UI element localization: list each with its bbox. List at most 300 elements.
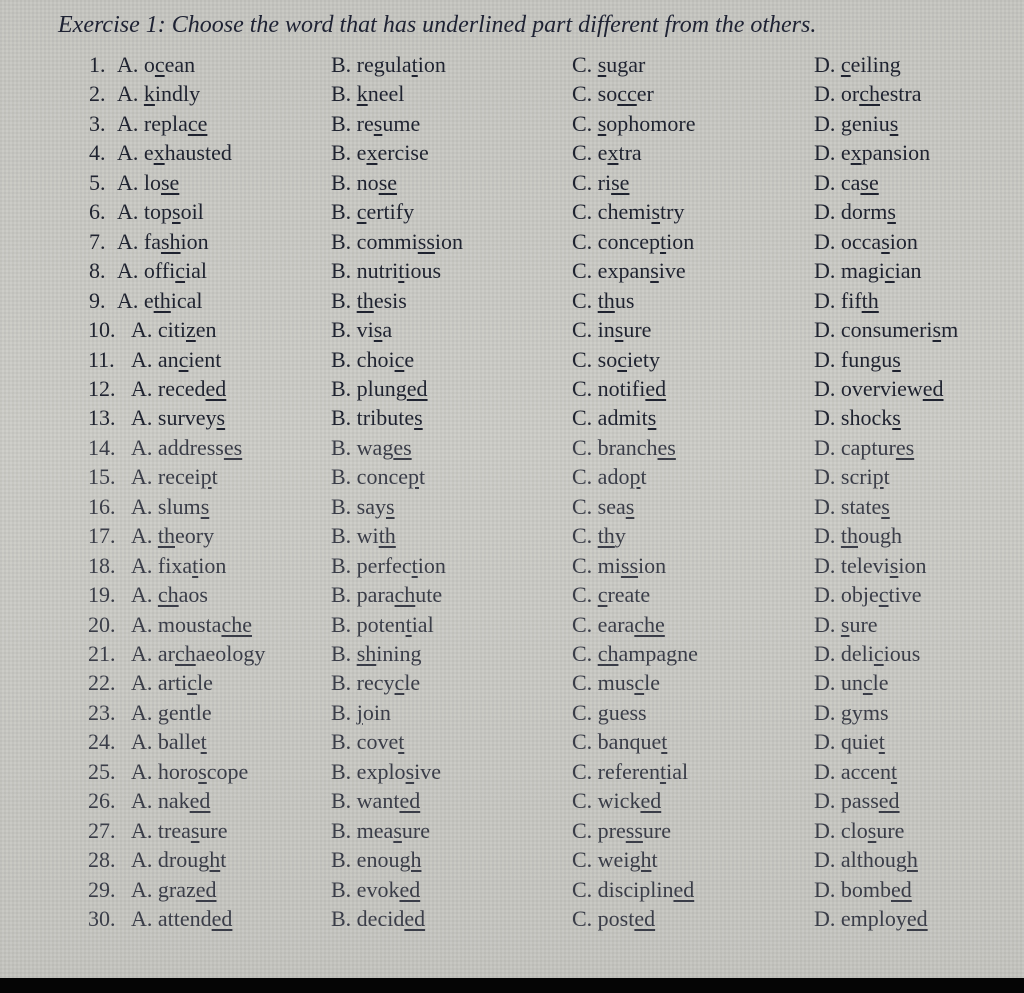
- option-text: D. occa: [814, 228, 882, 254]
- underlined-part: ed: [673, 876, 695, 902]
- option-text: ough: [858, 523, 903, 549]
- underlined-part: gh: [198, 847, 221, 873]
- option-text: C. sea: [572, 493, 626, 519]
- option-b: [331, 258, 441, 284]
- underlined-part: t: [659, 228, 667, 254]
- option-text: D. televi: [814, 552, 890, 578]
- option-b: [331, 435, 412, 461]
- option-text: D. deli: [814, 641, 874, 666]
- option-text: ure: [401, 817, 430, 843]
- question-number: 12.: [88, 375, 116, 401]
- underlined-part: ed: [399, 876, 421, 902]
- underlined-part: k: [356, 81, 368, 107]
- question-row: [0, 788, 1024, 818]
- option-text: le: [644, 670, 661, 696]
- underlined-part: s: [889, 110, 899, 136]
- option-text: aos: [178, 582, 208, 608]
- option-d: [814, 612, 878, 638]
- option-a: [131, 847, 226, 873]
- underlined-part: t: [411, 552, 418, 578]
- question-row: [0, 170, 1024, 200]
- option-d: [814, 170, 879, 196]
- option-a: [117, 229, 209, 255]
- option-a: [131, 347, 221, 373]
- underlined-part: t: [878, 729, 885, 755]
- option-b: [331, 494, 395, 520]
- option-text: A. top: [117, 199, 172, 225]
- option-text: esis: [373, 287, 407, 313]
- option-b: [331, 612, 434, 638]
- underlined-part: j: [356, 699, 363, 725]
- option-b: [331, 52, 446, 78]
- option-text: A. mousta: [131, 611, 222, 637]
- option-text: ical: [170, 287, 203, 313]
- option-text: B. re: [331, 110, 374, 136]
- option-text: ion: [898, 552, 927, 578]
- question-number: 19.: [88, 582, 116, 608]
- option-text: ial: [666, 758, 689, 784]
- option-c: [572, 788, 661, 814]
- option-text: C. concep: [572, 228, 660, 254]
- question-number: 15.: [88, 464, 116, 490]
- question-number: 17.: [88, 523, 116, 549]
- option-c: [572, 906, 655, 932]
- question-number: 11.: [88, 346, 115, 372]
- option-text: A. horo: [131, 758, 199, 784]
- option-text: B. wi: [331, 523, 379, 549]
- option-c: [572, 347, 660, 373]
- option-text: C. wei: [572, 847, 630, 873]
- option-text: D. fif: [814, 287, 862, 313]
- option-text: B. mea: [331, 817, 394, 843]
- option-text: D. e: [814, 140, 851, 166]
- underlined-part: c: [187, 670, 197, 696]
- question-row: [0, 81, 1024, 111]
- option-text: C.: [572, 287, 598, 313]
- option-text: entle: [168, 699, 212, 725]
- underlined-part: s: [867, 817, 877, 843]
- option-b: [331, 199, 414, 225]
- underlined-part: ed: [404, 906, 426, 932]
- underlined-part: th: [157, 523, 176, 549]
- question-number: 25.: [88, 758, 116, 784]
- option-text: B. want: [331, 788, 400, 814]
- option-b: [331, 670, 420, 696]
- option-text: ion: [180, 228, 209, 254]
- underlined-part: ed: [634, 906, 656, 932]
- option-text: D. ca: [814, 169, 861, 195]
- question-number: 27.: [88, 817, 116, 843]
- option-text: ume: [382, 110, 421, 136]
- option-d: [814, 258, 922, 284]
- question-number: 7.: [89, 228, 106, 254]
- option-text: B. recy: [331, 670, 395, 696]
- option-text: D. quie: [814, 729, 879, 755]
- option-a: [131, 641, 265, 667]
- option-d: [814, 140, 930, 166]
- question-row: [0, 376, 1024, 406]
- question-row: [0, 288, 1024, 318]
- underlined-part: s: [198, 758, 207, 784]
- option-text: t: [211, 464, 218, 490]
- question-row: [0, 258, 1024, 288]
- option-text: eory: [175, 523, 215, 549]
- underlined-part: se: [860, 169, 879, 195]
- question-number: 26.: [88, 788, 116, 814]
- option-c: [572, 464, 647, 490]
- question-number: 9.: [89, 287, 106, 313]
- option-d: [814, 523, 902, 549]
- underlined-part: ss: [417, 228, 435, 254]
- option-text: A. drou: [131, 847, 199, 873]
- option-text: A. o: [117, 52, 155, 77]
- option-text: A. ar: [131, 641, 175, 666]
- option-text: B. conce: [331, 464, 408, 490]
- option-c: [572, 612, 665, 638]
- option-c: [572, 140, 642, 166]
- option-text: t: [640, 464, 647, 490]
- option-text: ive: [414, 758, 442, 784]
- question-number: 29.: [88, 876, 116, 902]
- option-d: [814, 553, 926, 579]
- option-text: B. decid: [331, 906, 405, 932]
- option-text: ure: [199, 817, 228, 843]
- underlined-part: t: [398, 729, 405, 755]
- option-text: C. ado: [572, 464, 630, 490]
- option-d: [814, 877, 912, 903]
- option-text: C. in: [572, 317, 615, 343]
- option-b: [331, 347, 414, 373]
- option-text: C. notifi: [572, 375, 646, 401]
- option-text: t: [651, 847, 658, 873]
- option-c: [572, 700, 647, 726]
- option-b: [331, 140, 429, 166]
- option-a: [117, 52, 195, 78]
- option-text: D. fungu: [814, 346, 893, 372]
- underlined-part: sh: [356, 641, 377, 666]
- option-c: [572, 229, 694, 255]
- option-text: yms: [851, 699, 889, 725]
- underlined-part: se: [161, 169, 180, 195]
- underlined-part: p: [872, 464, 884, 490]
- underlined-part: ss: [625, 817, 643, 843]
- underlined-part: t: [659, 758, 667, 784]
- option-text: A.: [131, 523, 158, 549]
- option-b: [331, 847, 421, 873]
- option-c: [572, 641, 698, 667]
- question-row: [0, 229, 1024, 259]
- option-b: [331, 81, 404, 107]
- underlined-part: c: [356, 199, 367, 225]
- option-text: A. trea: [131, 817, 191, 843]
- option-d: [814, 347, 901, 373]
- option-text: ious: [404, 258, 442, 284]
- underlined-part: p: [407, 464, 419, 490]
- option-text: C. mi: [572, 552, 621, 578]
- option-c: [572, 435, 676, 461]
- underlined-part: sh: [160, 228, 181, 254]
- question-number: 24.: [88, 729, 116, 755]
- option-text: ercise: [377, 140, 429, 166]
- underlined-part: ed: [922, 375, 944, 401]
- question-row: [0, 877, 1024, 907]
- underlined-part: ed: [406, 375, 428, 401]
- underlined-part: s: [190, 817, 200, 843]
- underlined-part: c: [884, 258, 895, 284]
- question-row: [0, 612, 1024, 642]
- option-d: [814, 405, 901, 431]
- question-number: 8.: [89, 258, 106, 284]
- question-number: 2.: [89, 81, 106, 107]
- question-row: [0, 906, 1024, 936]
- option-text: B. poten: [331, 611, 406, 637]
- underlined-part: ch: [174, 641, 196, 666]
- option-text: le: [872, 670, 889, 696]
- underlined-part: t: [200, 729, 207, 755]
- underlined-part: c: [840, 52, 851, 77]
- option-b: [331, 317, 392, 343]
- option-text: A. an: [131, 346, 179, 372]
- question-number: 23.: [88, 699, 116, 725]
- option-text: B. enou: [331, 847, 400, 873]
- underlined-part: es: [223, 434, 243, 460]
- option-a: [117, 199, 204, 225]
- option-text: B. perfec: [331, 552, 412, 578]
- option-b: [331, 582, 442, 608]
- option-b: [331, 818, 430, 844]
- option-b: [331, 170, 397, 196]
- option-text: C.: [572, 582, 598, 608]
- underlined-part: g: [157, 699, 169, 725]
- option-text: t: [418, 464, 426, 490]
- option-text: C. disciplin: [572, 876, 674, 902]
- underlined-part: s: [414, 405, 423, 431]
- option-text: indly: [154, 81, 201, 107]
- underlined-part: che: [634, 611, 665, 637]
- underlined-part: s: [651, 199, 660, 225]
- question-row: [0, 347, 1024, 377]
- underlined-part: s: [650, 258, 659, 284]
- option-text: t: [883, 464, 890, 490]
- option-text: ion: [417, 52, 446, 77]
- option-text: D.: [814, 611, 841, 637]
- underlined-part: es: [657, 434, 676, 460]
- question-row: [0, 582, 1024, 612]
- question-row: [0, 494, 1024, 524]
- option-text: us: [614, 287, 635, 313]
- option-d: [814, 670, 889, 696]
- option-d: [814, 376, 944, 402]
- option-text: B. cove: [331, 729, 399, 755]
- option-text: ient: [188, 346, 222, 372]
- option-d: [814, 582, 922, 608]
- option-text: C.: [572, 52, 598, 77]
- underlined-part: s: [200, 493, 210, 519]
- option-text: A.: [117, 81, 144, 107]
- option-b: [331, 111, 420, 137]
- underlined-part: g: [597, 699, 609, 725]
- option-text: D. or: [814, 81, 860, 107]
- underlined-part: s: [614, 317, 624, 343]
- option-d: [814, 435, 914, 461]
- option-text: D. scri: [814, 464, 873, 490]
- question-number: 13.: [88, 405, 116, 431]
- option-c: [572, 847, 658, 873]
- option-text: ure: [623, 317, 652, 343]
- option-a: [131, 317, 217, 343]
- option-text: C. so: [572, 346, 618, 372]
- underlined-part: th: [356, 287, 374, 313]
- option-b: [331, 376, 428, 402]
- option-text: cope: [206, 758, 249, 784]
- option-text: B. plung: [331, 375, 407, 401]
- option-text: D.: [814, 52, 841, 77]
- option-a: [131, 759, 248, 785]
- question-row: [0, 140, 1024, 170]
- option-d: [814, 818, 904, 844]
- option-text: C. referen: [572, 758, 660, 784]
- option-text: D. accen: [814, 758, 891, 784]
- option-d: [814, 288, 879, 314]
- option-text: C. so: [572, 81, 618, 107]
- question-number: 14.: [88, 434, 116, 460]
- option-text: D. pass: [814, 788, 879, 814]
- option-text: B. no: [331, 169, 379, 195]
- option-text: ining: [376, 641, 422, 666]
- question-number: 22.: [88, 670, 116, 696]
- option-c: [572, 170, 629, 196]
- option-a: [131, 818, 228, 844]
- option-c: [572, 877, 694, 903]
- option-d: [814, 81, 922, 107]
- option-text: A.: [131, 699, 158, 725]
- underlined-part: ed: [645, 375, 667, 401]
- option-a: [117, 111, 207, 137]
- underlined-part: c: [175, 258, 186, 284]
- option-c: [572, 376, 666, 402]
- option-a: [131, 405, 225, 431]
- underlined-part: t: [398, 258, 405, 284]
- underlined-part: x: [153, 140, 165, 166]
- option-text: ion: [198, 552, 227, 578]
- option-text: A. lo: [117, 169, 161, 195]
- underlined-part: th: [378, 523, 396, 549]
- option-text: C.: [572, 641, 598, 666]
- option-text: aeology: [195, 641, 266, 666]
- option-a: [131, 788, 210, 814]
- underlined-part: s: [840, 611, 850, 637]
- underlined-part: ce: [187, 110, 208, 136]
- option-b: [331, 464, 425, 490]
- underlined-part: c: [154, 52, 165, 77]
- underlined-part: t: [661, 729, 668, 755]
- underlined-part: c: [178, 346, 189, 372]
- option-c: [572, 553, 666, 579]
- option-b: [331, 788, 420, 814]
- option-text: ugar: [606, 52, 646, 77]
- question-row: [0, 847, 1024, 877]
- option-d: [814, 729, 885, 755]
- option-d: [814, 847, 918, 873]
- underlined-part: x: [366, 140, 378, 166]
- question-number: 28.: [88, 847, 116, 873]
- underlined-part: ed: [399, 788, 421, 814]
- underlined-part: c: [878, 582, 889, 608]
- option-text: D.: [814, 699, 841, 725]
- underlined-part: gh: [629, 847, 652, 873]
- underlined-part: s: [889, 552, 899, 578]
- underlined-part: x: [607, 140, 619, 166]
- option-text: B. vi: [331, 317, 374, 343]
- question-number: 16.: [88, 493, 116, 519]
- underlined-part: ss: [620, 552, 639, 578]
- option-text: C. branch: [572, 434, 658, 460]
- option-a: [131, 877, 217, 903]
- option-d: [814, 199, 896, 225]
- option-text: ure: [642, 817, 671, 843]
- option-c: [572, 199, 684, 225]
- option-d: [814, 788, 900, 814]
- option-text: en: [195, 317, 217, 343]
- underlined-part: s: [881, 493, 890, 519]
- option-text: D. captur: [814, 434, 896, 460]
- question-row: [0, 199, 1024, 229]
- option-text: y: [614, 523, 626, 549]
- underlined-part: th: [861, 287, 879, 313]
- option-text: D. un: [814, 670, 863, 696]
- option-text: ian: [894, 258, 922, 284]
- option-text: ean: [164, 52, 196, 77]
- option-text: A. e: [117, 140, 154, 166]
- option-a: [117, 140, 232, 166]
- option-text: ion: [417, 552, 446, 578]
- question-row: [0, 759, 1024, 789]
- option-text: C. mus: [572, 670, 635, 696]
- option-text: A. repla: [117, 110, 188, 136]
- option-c: [572, 818, 671, 844]
- option-text: C.: [572, 523, 598, 549]
- question-row: [0, 464, 1024, 494]
- underlined-part: s: [647, 405, 657, 431]
- option-b: [331, 729, 404, 755]
- option-text: C. chemi: [572, 199, 652, 225]
- underlined-part: ed: [189, 788, 211, 814]
- option-text: A. offi: [117, 258, 176, 284]
- underlined-part: s: [373, 317, 383, 343]
- option-c: [572, 258, 686, 284]
- option-text: ute: [415, 582, 443, 608]
- option-text: C.: [572, 110, 598, 136]
- option-d: [814, 906, 928, 932]
- option-b: [331, 877, 420, 903]
- option-text: C. expan: [572, 258, 651, 284]
- option-text: A. citi: [131, 317, 186, 343]
- underlined-part: cc: [617, 81, 637, 107]
- option-text: C. pre: [572, 817, 626, 843]
- option-a: [131, 376, 226, 402]
- underlined-part: ed: [205, 375, 227, 401]
- underlined-part: ed: [878, 788, 900, 814]
- question-number: 18.: [88, 552, 116, 578]
- option-text: tive: [888, 582, 922, 608]
- option-a: [131, 494, 209, 520]
- option-a: [131, 700, 212, 726]
- option-text: ure: [876, 817, 905, 843]
- option-a: [131, 729, 207, 755]
- option-a: [131, 464, 218, 490]
- option-d: [814, 317, 958, 343]
- underlined-part: se: [611, 169, 630, 195]
